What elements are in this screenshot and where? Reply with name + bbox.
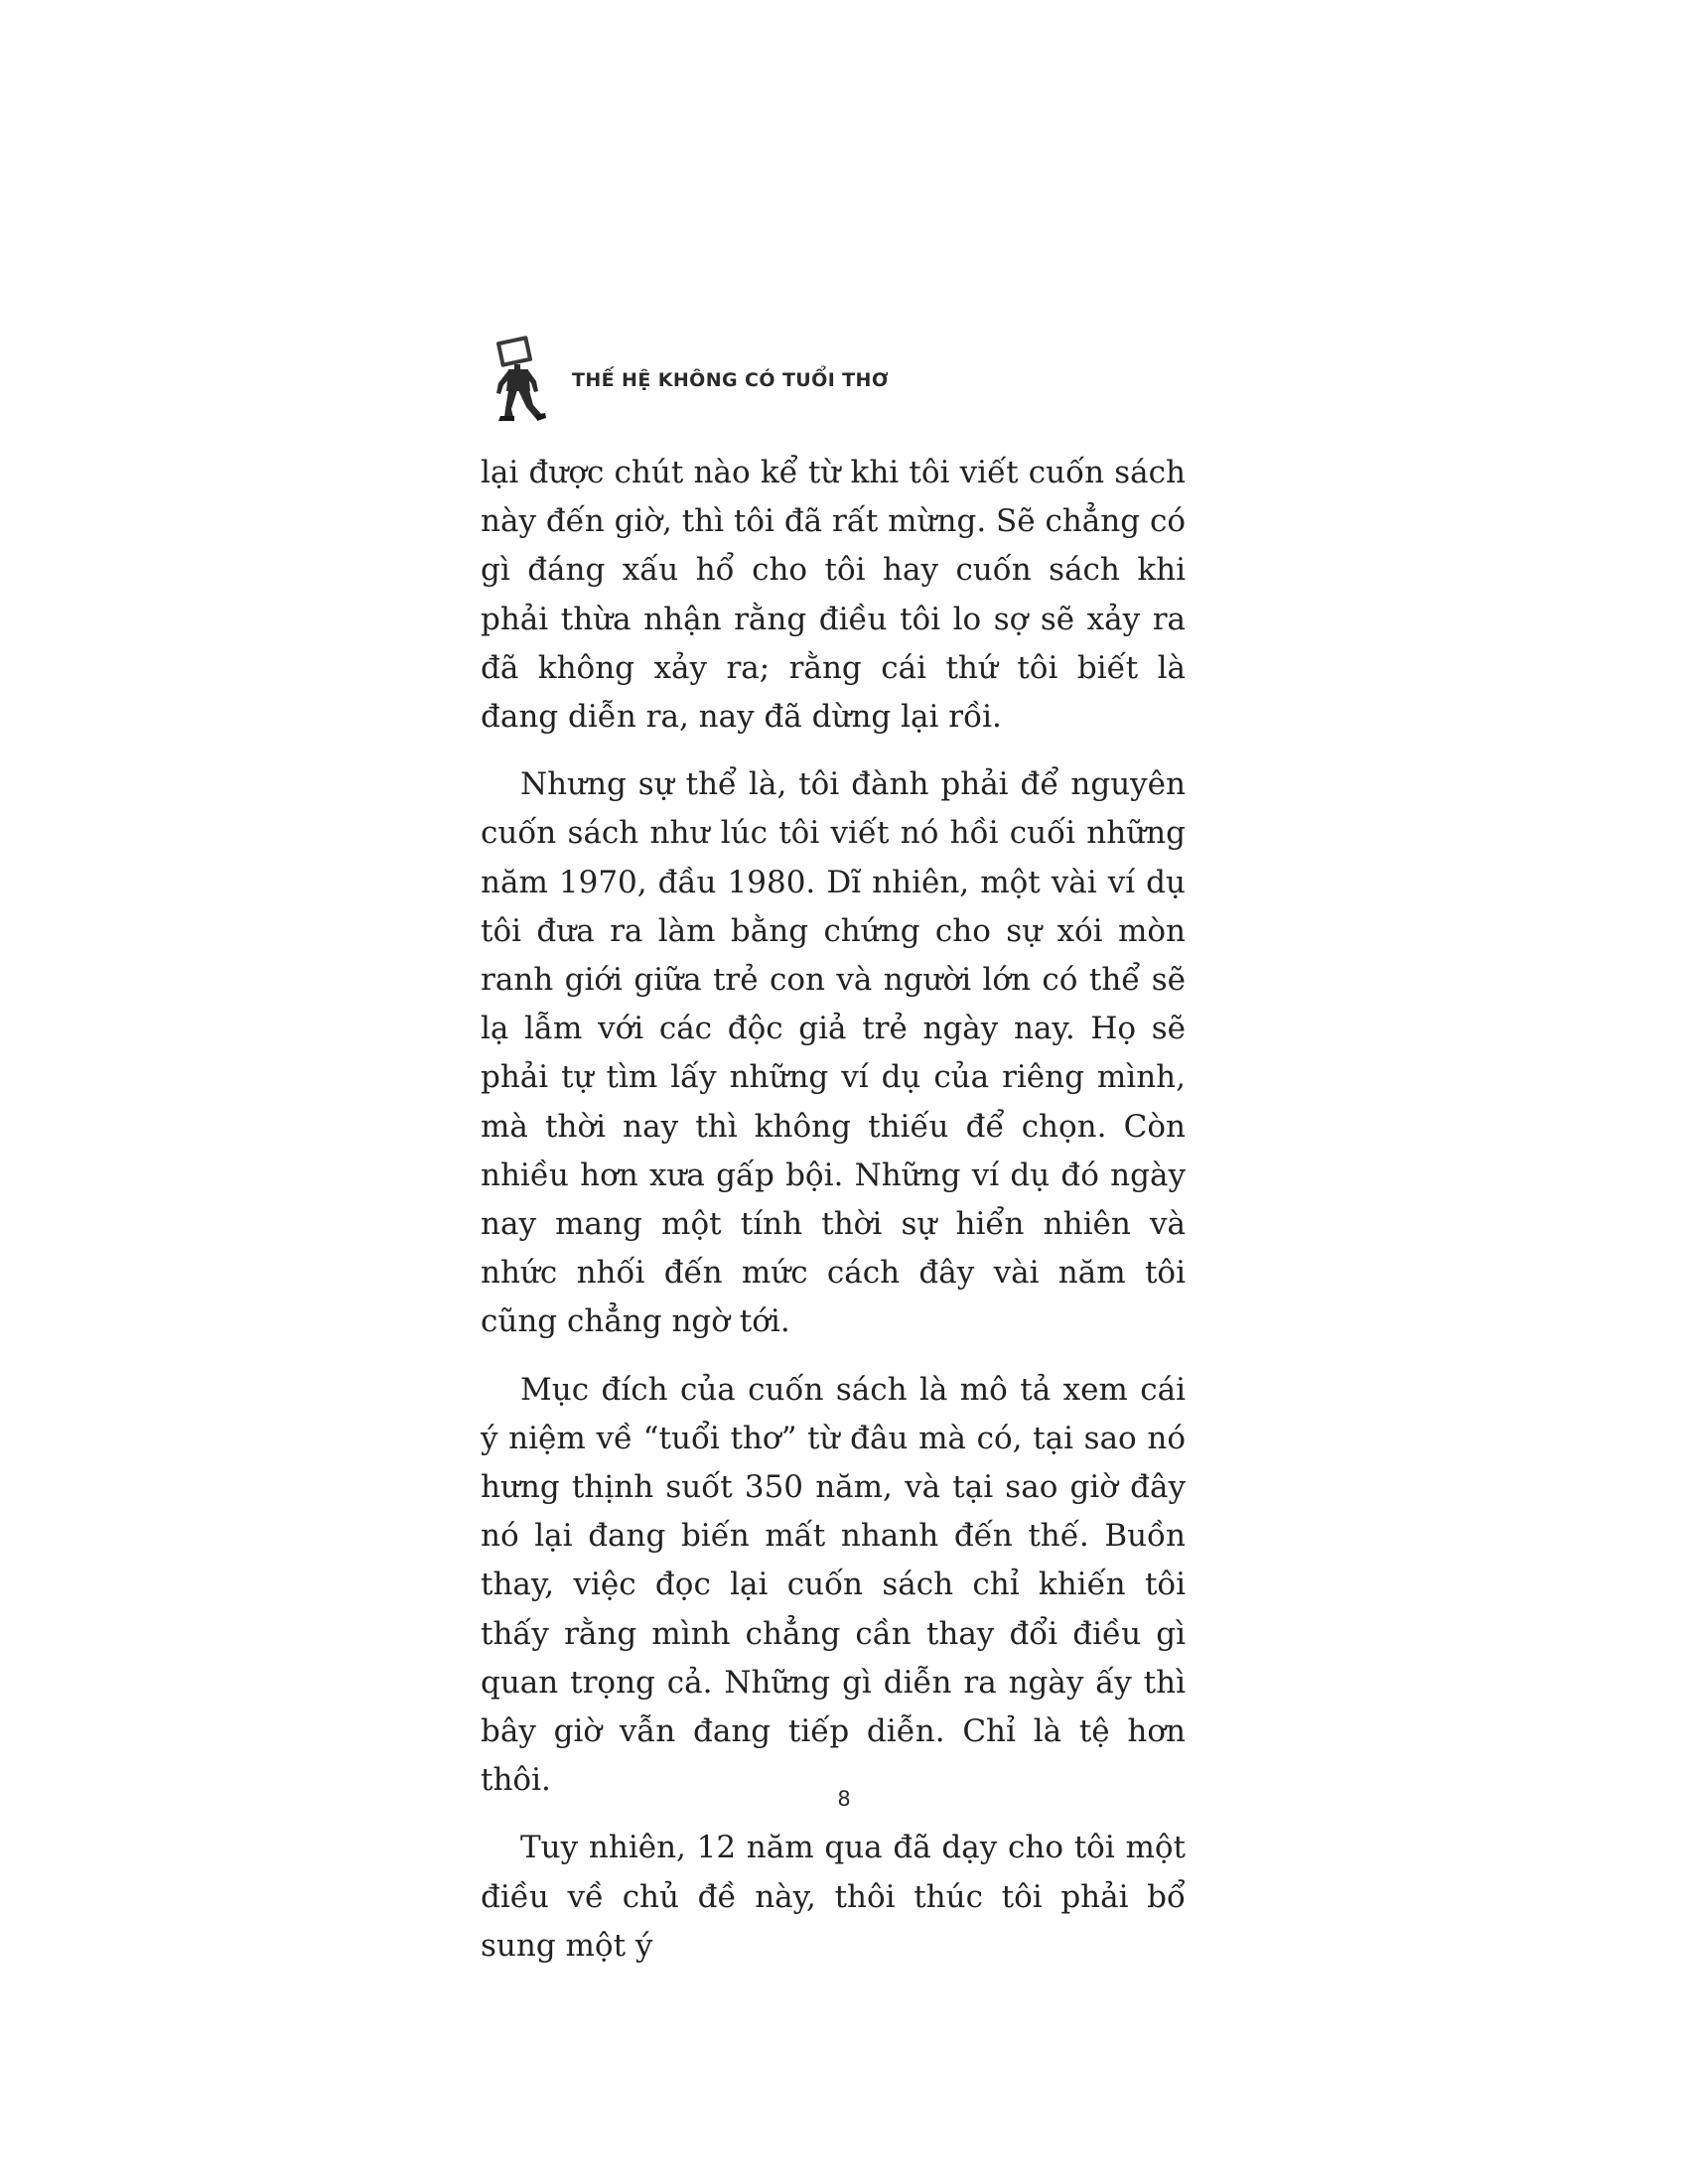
paragraph-4: Tuy nhiên, 12 năm qua đã dạy cho tôi một điều về chủ đề này, thôi thúc tôi phải bổ sung một ý (481, 1830, 1186, 1964)
body-text (481, 449, 1186, 1989)
running-header-title: THẾ HỆ KHÔNG CÓ TUỔI THƠ (572, 369, 889, 391)
paragraph-1: lại được chút nào kể từ khi tôi viết cuốn sách này đến giờ, thì tôi đã rất mừng. Sẽ chẳng có gì đáng xấu hổ cho tôi hay cuốn sách khi phải thừa nhận rằng điều tôi lo sợ sẽ xảy ra đã không xảy ra; rằng cái thứ tôi biết là đang diễn ra, nay đã dừng lại rồi. (481, 455, 1186, 736)
paragraph-3: Mục đích của cuốn sách là mô tả xem cái ý niệm về “tuổi thơ” từ đâu mà có, tại sao nó hưng thịnh suốt 350 năm, và tại sao giờ đây nó lại đang biến mất nhanh đến thế. Buồn thay, việc đọc lại cuốn sách chỉ khiến tôi thấy rằng mình chẳng cần thay đổi điều gì quan trọng cả. Những gì diễn ra ngày ấy thì bây giờ vẫn đang tiếp diễn. Chỉ là tệ hơn thôi. (481, 1371, 1186, 1799)
running-header (489, 334, 889, 423)
paragraph-2: Nhưng sự thể là, tôi đành phải để nguyên cuốn sách như lúc tôi viết nó hồi cuối những năm 1970, đầu 1980. Dĩ nhiên, một vài ví dụ tôi đưa ra làm bằng chứng cho sự xói mòn ranh giới giữa trẻ con và người lớn có thể sẽ lạ lẫm với các độc giả trẻ ngày nay. Họ sẽ phải tự tìm lấy những ví dụ của riêng mình, mà thời nay thì không thiếu để chọn. Còn nhiều hơn xưa gấp bội. Những ví dụ đó ngày nay mang một tính thời sự hiển nhiên và nhức nhối đến mức cách đây vài năm tôi cũng chẳng ngờ tới. (481, 766, 1186, 1340)
page-number: 8 (837, 1787, 851, 1811)
tv-head-walking-figure-icon (489, 334, 554, 423)
